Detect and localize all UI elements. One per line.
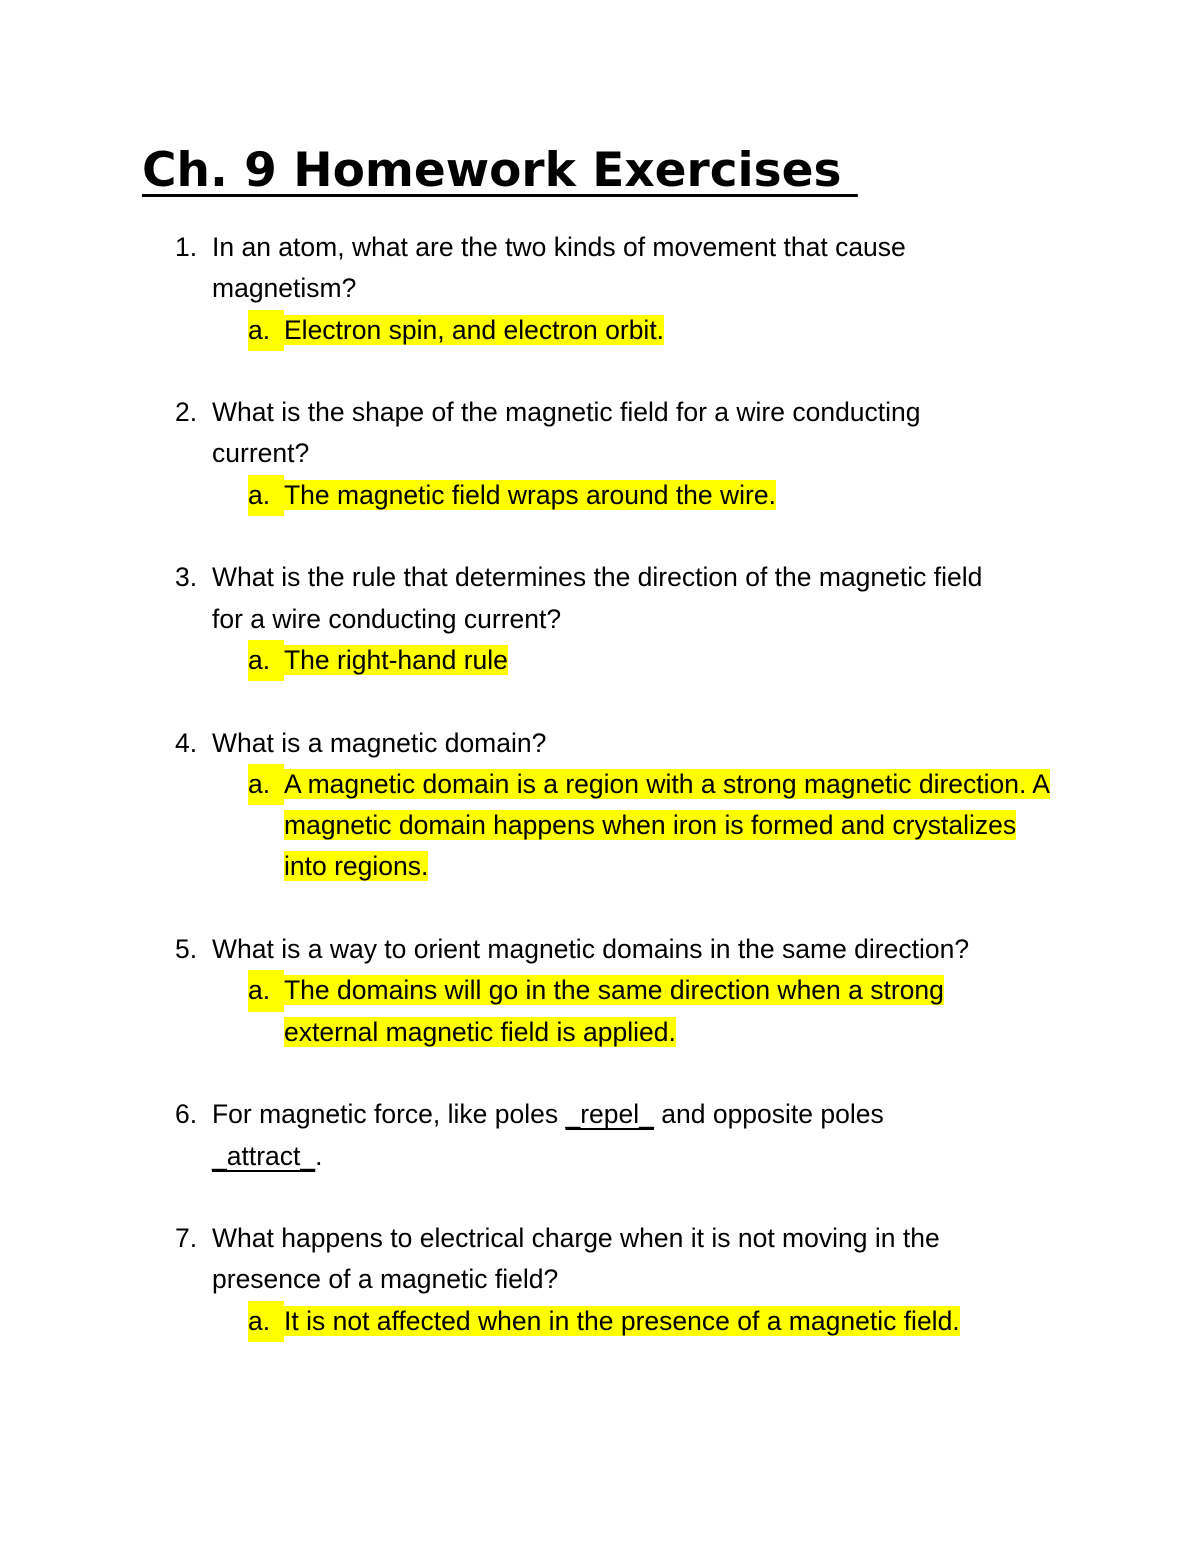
answer-1 <box>248 310 1012 351</box>
answer-text: Electron spin, and electron orbit. <box>284 314 665 345</box>
question-number: 1. <box>175 232 198 262</box>
question-number: 5. <box>175 934 198 965</box>
question-4 <box>0 723 1052 888</box>
answer-letter: a. <box>248 640 284 681</box>
question-text: What is a way to orient magnetic domains in the same direction? <box>212 934 970 965</box>
answer-7 <box>248 1301 1022 1342</box>
question-6 <box>0 1094 972 1177</box>
answer-letter: a. <box>248 310 284 351</box>
answer-text: The magnetic field wraps around the wire. <box>284 479 776 510</box>
question-number: 7. <box>175 1223 198 1254</box>
spacer <box>0 888 1200 929</box>
question-number: 4. <box>175 727 198 758</box>
answer-letter: a. <box>248 475 284 516</box>
question-text-part: and opposite poles <box>653 1099 884 1130</box>
answer-text: The domains will go in the same direction when a strong external magnetic field is applied. <box>284 975 944 1047</box>
spacer <box>0 516 1200 557</box>
spacer <box>0 681 1200 722</box>
question-1 <box>0 227 1012 351</box>
spacer <box>0 351 1200 392</box>
answer-text: A magnetic domain is a region with a strong magnetic direction. A magnetic domain happens when iron is formed and crystalizes into regions. <box>284 768 1050 882</box>
answer-4 <box>248 764 1052 888</box>
question-3 <box>0 557 1012 681</box>
question-5 <box>0 929 1052 1053</box>
fill-in-blank-attract: _attract_ <box>212 1140 316 1171</box>
question-text: What is the shape of the magnetic field for a wire conducting current? <box>212 397 921 469</box>
fill-in-blank-repel: _repel_ <box>565 1099 654 1130</box>
question-number: 3. <box>175 562 198 593</box>
answer-letter: a. <box>248 970 284 1011</box>
question-number: 2. <box>175 397 198 428</box>
answer-3 <box>248 640 1012 681</box>
question-text-part: For magnetic force, like poles <box>212 1099 566 1130</box>
question-text: What is a magnetic domain? <box>212 727 547 758</box>
question-text <box>212 1094 972 1177</box>
answer-text: It is not affected when in the presence of a magnetic field. <box>284 1305 960 1336</box>
question-text-part: . <box>315 1140 323 1171</box>
answer-5 <box>248 970 1052 1053</box>
answer-letter: a. <box>248 764 284 805</box>
question-2 <box>0 392 1002 516</box>
spacer <box>0 1177 1200 1218</box>
question-number: 6. <box>175 1099 198 1130</box>
question-text: What is the rule that determines the direction of the magnetic field for a wire conducting current? <box>212 562 983 634</box>
spacer <box>0 1053 1200 1094</box>
question-text: In an atom, what are the two kinds of movement that cause magnetism? <box>212 232 906 304</box>
answer-letter: a. <box>248 1301 284 1342</box>
page-title: Ch. 9 Homework Exercises <box>142 143 858 198</box>
answer-2 <box>248 475 1002 516</box>
answer-text: The right-hand rule <box>284 644 508 675</box>
question-7 <box>0 1218 1022 1342</box>
question-text: What happens to electrical charge when it is not moving in the presence of a magnetic field? <box>212 1223 940 1295</box>
question-list <box>0 227 1200 1342</box>
